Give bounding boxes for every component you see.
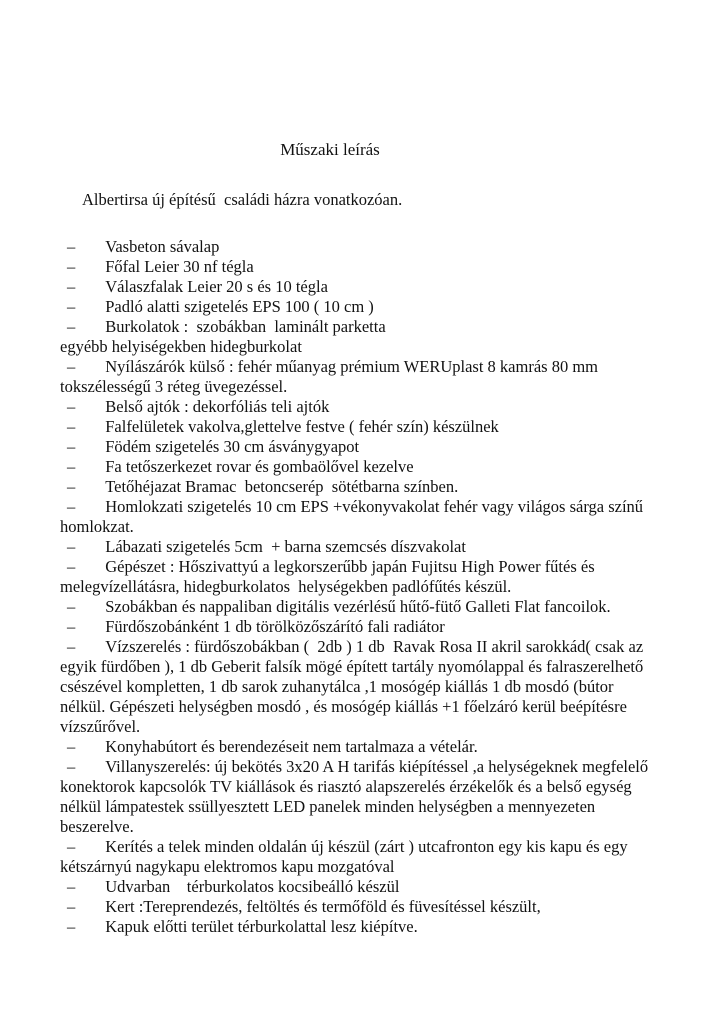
item-text: Kert :Tereprendezés, feltöltés és termőföld és füvesítéssel készült,	[105, 897, 541, 916]
document-content	[60, 140, 652, 937]
list-item	[60, 237, 652, 257]
dash-bullet: –	[67, 397, 76, 416]
list-item	[60, 497, 652, 537]
dash-bullet: –	[67, 897, 76, 916]
dash-bullet: –	[67, 637, 76, 656]
list-item	[60, 397, 652, 417]
list-item	[60, 317, 652, 337]
item-text: Födém szigetelés 30 cm ásványgyapot	[105, 437, 360, 456]
list-item	[60, 557, 652, 597]
item-text: Kapuk előtti terület térburkolattal lesz kiépítve.	[105, 917, 418, 936]
dash-bullet: –	[67, 417, 76, 436]
dash-bullet: –	[67, 237, 76, 256]
dash-bullet: –	[67, 277, 76, 296]
dash-bullet: –	[67, 617, 76, 636]
item-text: Udvarban térburkolatos kocsibeálló készül	[105, 877, 400, 896]
item-text: Konyhabútort és berendezéseit nem tartalmaza a vételár.	[105, 737, 478, 756]
item-text: Főfal Leier 30 nf tégla	[105, 257, 254, 276]
item-text: Lábazati szigetelés 5cm + barna szemcsés díszvakolat	[105, 537, 466, 556]
list-item	[60, 737, 652, 757]
list-item	[60, 357, 652, 397]
item-text: Tetőhéjazat Bramac betoncserép sötétbarna színben.	[105, 477, 459, 496]
list-item	[60, 757, 652, 837]
dash-bullet: –	[67, 757, 76, 776]
item-text: Villanyszerelés: új bekötés 3x20 A H tarifás kiépítéssel ,a helységeknek megfelelő konektorok kapcsolók TV kiállások és riasztó alapszerelés érzékelők és a belső egység nélkül lámpatestek ssüllyesztett LED panelek minden helységben a mennyezeten beszerelve.	[60, 757, 653, 836]
dash-bullet: –	[67, 557, 76, 576]
dash-bullet: –	[67, 837, 76, 856]
list-item	[60, 277, 652, 297]
dash-bullet: –	[67, 317, 76, 336]
item-text: Kerítés a telek minden oldalán új készül (zárt ) utcafronton egy kis kapu és egy kétszárnyú nagykapu elektromos kapu mozgatóval	[60, 837, 632, 876]
item-text: Nyílászárók külső : fehér műanyag prémium WERUplast 8 kamrás 80 mm tokszélességű 3 réteg üvegezéssel.	[60, 357, 603, 396]
list-item	[60, 417, 652, 437]
item-text: Válaszfalak Leier 20 s és 10 tégla	[105, 277, 328, 296]
list-item	[60, 917, 652, 937]
dash-bullet: –	[67, 597, 76, 616]
list-item	[60, 897, 652, 917]
dash-bullet: –	[67, 917, 76, 936]
item-text: Gépészet : Hőszivattyú a legkorszerűbb japán Fujitsu High Power fűtés és melegvízellátásra, hidegburkolatos helységekben padlófűtés készül.	[60, 557, 599, 596]
intro-line: Albertirsa új építésű családi házra vonatkozóan.	[82, 190, 403, 209]
list-item	[60, 437, 652, 457]
list-item	[60, 297, 652, 317]
list-item	[60, 457, 652, 477]
item-text: Fürdőszobánként 1 db törölközőszárító fali radiátor	[105, 617, 445, 636]
item-text: Fa tetőszerkezet rovar és gombaölővel kezelve	[105, 457, 414, 476]
bullet-list	[60, 237, 652, 937]
dash-bullet: –	[67, 457, 76, 476]
dash-bullet: –	[67, 357, 76, 376]
list-item	[60, 257, 652, 277]
dash-bullet: –	[67, 877, 76, 896]
list-item	[60, 637, 652, 737]
item-text: egyébb helyiségekben hidegburkolat	[60, 337, 302, 356]
dash-bullet: –	[67, 257, 76, 276]
dash-bullet: –	[67, 437, 76, 456]
item-text: Burkolatok : szobákban laminált parketta	[105, 317, 386, 336]
item-text: Homlokzati szigetelés 10 cm EPS +vékonyvakolat fehér vagy világos sárga színű homlokzat.	[60, 497, 648, 536]
dash-bullet: –	[67, 477, 76, 496]
list-item	[60, 537, 652, 557]
list-item	[60, 837, 652, 877]
dash-bullet: –	[67, 737, 76, 756]
dash-bullet: –	[67, 537, 76, 556]
item-text: Falfelületek vakolva,glettelve festve ( fehér szín) készülnek	[105, 417, 499, 436]
item-text: Vasbeton sávalap	[105, 237, 220, 256]
list-item	[60, 337, 652, 357]
item-text: Padló alatti szigetelés EPS 100 ( 10 cm )	[105, 297, 374, 316]
dash-bullet: –	[67, 497, 76, 516]
list-item	[60, 877, 652, 897]
document-title: Műszaki leírás	[280, 140, 380, 159]
item-text: Szobákban és nappaliban digitális vezérlésű hűtő-fütő Galleti Flat fancoilok.	[105, 597, 611, 616]
dash-bullet: –	[67, 297, 76, 316]
list-item	[60, 597, 652, 617]
list-item	[60, 477, 652, 497]
item-text: Belső ajtók : dekorfóliás teli ajtók	[105, 397, 330, 416]
list-item	[60, 617, 652, 637]
item-text: Vízszerelés : fürdőszobákban ( 2db ) 1 db Ravak Rosa II akril sarokkád( csak az egyik fürdőben ), 1 db Geberit falsík mögé épített tartály nyomólappal és falraszerelhető csészével kompletten, 1 db sarok zuhanytálca ,1 mosógép kiállás 1 db mosdó (bútor nélkül. Gépészeti helységben mosdó , és mosógép kiállás +1 főelzáró kerül beépítésre vízszűrővel.	[60, 637, 648, 736]
